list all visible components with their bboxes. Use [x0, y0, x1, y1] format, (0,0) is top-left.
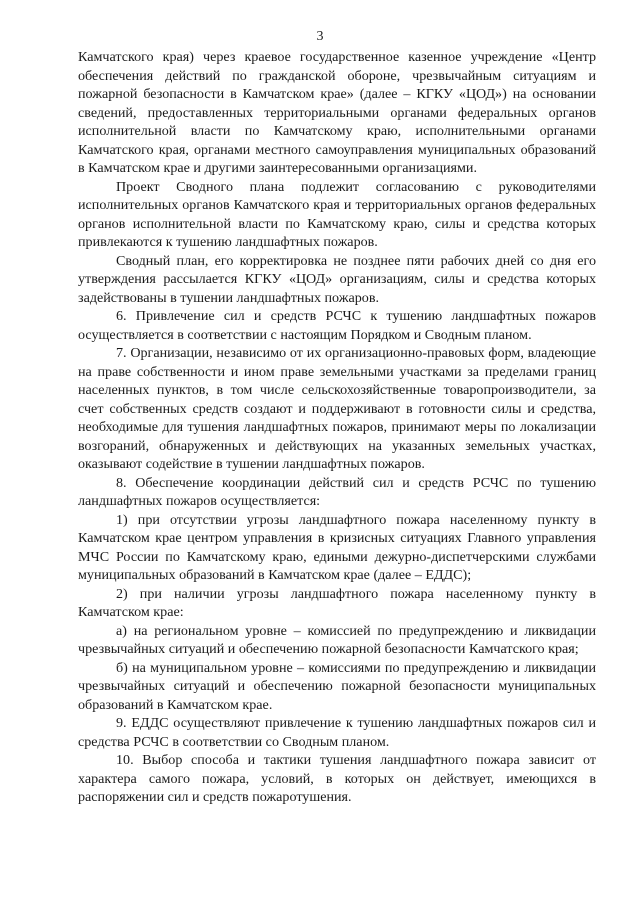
paragraph-item-8-2-a: а) на региональном уровне – комиссией по предупреждению и ликвидации чрезвычайных ситуаций и обеспечению пожарной безопасности Камчатского края; — [78, 622, 596, 657]
paragraph-item-8: 8. Обеспечение координации действий сил и средств РСЧС по тушению ландшафтных пожаров осуществляется: — [78, 474, 596, 509]
paragraph-item-8-2-b: б) на муниципальном уровне – комиссиями по предупреждению и ликвидации чрезвычайных ситуаций и обеспечению пожарной безопасности муниципальных образований в Камчатском крае. — [78, 659, 596, 713]
paragraph-draft-plan-approval: Проект Сводного плана подлежит согласованию с руководителями исполнительных органов Камчатского края и территориальных органов федеральных органов исполнительной власти по Камчатскому краю, силы и средства которых привлекаются к тушению ландшафтных пожаров. — [78, 178, 596, 250]
paragraph-item-8-2: 2) при наличии угрозы ландшафтного пожара населенному пункту в Камчатском крае: — [78, 585, 596, 620]
paragraph-item-10: 10. Выбор способа и тактики тушения ландшафтного пожара зависит от характера самого пожара, условий, в которых он действует, имеющихся в распоряжении сил и средств пожаротушения. — [78, 752, 596, 805]
paragraph-plan-distribution: Сводный план, его корректировка не позднее пяти рабочих дней со дня его утверждения рассылается КГКУ «ЦОД» организациям, силы и средства которых задействованы в тушении ландшафтных пожаров. — [78, 252, 596, 306]
paragraph-item-9: 9. ЕДДС осуществляют привлечение к тушению ландшафтных пожаров сил и средства РСЧС в соответствии со Сводным планом. — [78, 715, 596, 750]
paragraph-item-7: 7. Организации, независимо от их организационно-правовых форм, владеющие на праве собственности и ином праве земельными участками за пределами границ населенных пунктов, в том числе сельскохозяйственные товаропроизводители, за счет собственных средств создают и поддерживают в готовности силы и средства, необходимые для тушения ландшафтных пожаров, принимают меры по локализации возгораний, обнаруженных и действующих на указанных земельных участках, оказывают содействие в тушении ландшафтных пожаров. — [78, 345, 596, 472]
page-number: 3 — [316, 29, 324, 44]
paragraph-item-8-1: 1) при отсутствии угрозы ландшафтного пожара населенному пункту в Камчатском крае центром управления в кризисных ситуациях Главного управления МЧС России по Камчатскому краю, едиными дежурно-диспетчерскими службами муниципальных образований в Камчатском крае (далее – ЕДДС); — [78, 511, 596, 583]
document-body — [78, 48, 596, 807]
paragraph-item-6: 6. Привлечение сил и средств РСЧС к тушению ландшафтных пожаров осуществляется в соответствии с настоящим Порядком и Сводным планом. — [78, 308, 596, 343]
paragraph-continuation: Камчатского края) через краевое государственное казенное учреждение «Центр обеспечения действий по гражданской обороне, чрезвычайным ситуациям и пожарной безопасности в Камчатском крае» (далее – КГКУ «ЦОД») на основании сведений, предоставленных территориальными органами федеральных органов исполнительной власти по Камчатскому краю, исполнительными органами Камчатского края, органами местного самоуправления муниципальных образований в Камчатском крае и другими заинтересованными организациями. — [78, 49, 596, 176]
